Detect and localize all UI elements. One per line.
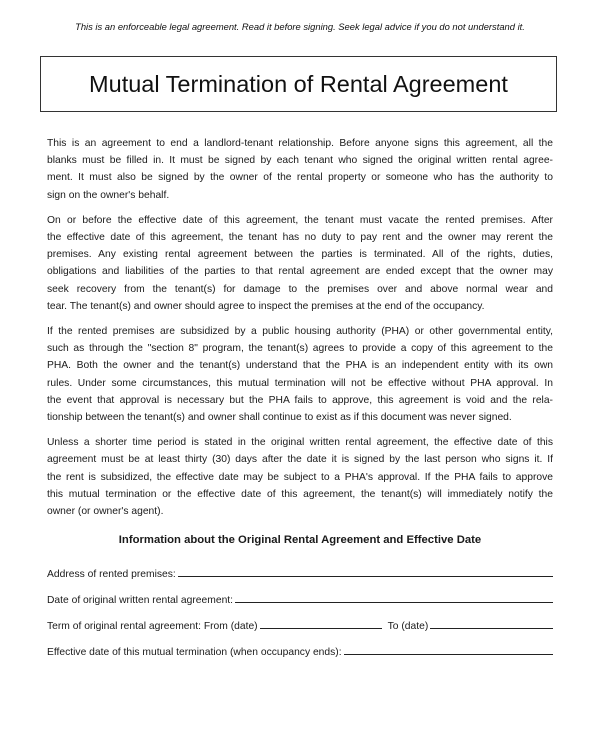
text-line: ment. It must also be signed by the owner of the rental property or someone who has the authority to [47, 172, 553, 184]
text-line: Unless a shorter time period is stated in the original written rental agreement, the effective date of this [47, 437, 553, 449]
text-line: PHA. Both the owner and the tenant(s) understand that the PHA is an independent entity with its own [47, 360, 553, 372]
text-line: premises. Any existing rental agreement between the parties is terminated. All of the rights, duties, [47, 249, 553, 261]
address-label: Address of rented premises: [47, 569, 176, 581]
paragraph-4 [47, 434, 553, 520]
text-line: sign on the owner's behalf. [47, 189, 170, 201]
text-line: rules. Under some circumstances, this mutual termination will not be effective without PHA approval. In [47, 377, 553, 389]
text-line: the event that approval is necessary but the PHA fails to approve, this agreement is void and the rela- [47, 394, 553, 406]
term-from-label: Term of original rental agreement: From (date) [47, 621, 258, 633]
term-to-blank-line[interactable] [430, 627, 553, 629]
text-line: This is an agreement to end a landlord-tenant relationship. Before anyone signs this agreement, all the [47, 138, 553, 149]
effective-date-label: Effective date of this mutual termination (when occupancy ends): [47, 647, 342, 659]
text-line: agreement must be at least thirty (30) days after the date it is signed by the last person who signs it. If [47, 454, 553, 466]
term-field [47, 606, 553, 632]
date-written-blank-line[interactable] [235, 601, 553, 603]
paragraph-2 [47, 212, 553, 315]
term-from-blank-line[interactable] [260, 627, 382, 629]
text-line: blanks must be filled in. It must be signed by each tenant who signed the original written rental agree- [47, 155, 553, 167]
term-to-label: To (date) [387, 621, 429, 633]
text-line: tionship between the tenant(s) and owner shall continue to exist as if this document was never signed. [47, 412, 512, 424]
section-heading: Information about the Original Rental Agreement and Effective Date [118, 534, 482, 547]
address-field [47, 554, 553, 580]
text-line: owner (or owner's agent). [47, 506, 164, 518]
effective-date-blank-line[interactable] [344, 653, 553, 655]
document-title: Mutual Termination of Rental Agreement [89, 70, 508, 97]
title-box [40, 56, 557, 112]
address-blank-line[interactable] [178, 575, 553, 577]
date-written-label: Date of original written rental agreement: [47, 595, 234, 607]
text-line: the rent is subsidized, the effective date may be subject to a PHA's approval. If the PHA fails to approve [47, 471, 553, 483]
text-line: On or before the effective date of this agreement, the tenant must vacate the rented premises. After [47, 214, 553, 226]
text-line: the effective date of this agreement, the tenant has no duty to pay rent and the owner may rerent the [47, 232, 553, 244]
paragraph-3 [47, 323, 553, 426]
text-line: seek recovery from the tenant(s) for damage to the premises over and above normal wear and [47, 283, 553, 295]
effective-date-field [47, 632, 553, 658]
text-line: this mutual termination or the effective date of this agreement, the tenant(s) will immediately notify the [47, 488, 553, 500]
text-line: tear. The tenant(s) and owner should agree to inspect the premises at the end of the occupancy. [47, 300, 485, 312]
document-body [47, 135, 553, 520]
legal-notice: This is an enforceable legal agreement. Read it before signing. Seek legal advice if you do not understand it. [75, 21, 525, 32]
paragraph-1 [47, 135, 553, 204]
text-line: such as through the "section 8" program, the tenant(s) agrees to provide a copy of this agreement to the [47, 343, 553, 355]
text-line: If the rented premises are subsidized by a public housing authority (PHA) or other governmental entity, [47, 326, 553, 338]
text-line: obligations and liabilities of the parties to that rental agreement are ended except that the owner may [47, 266, 553, 278]
date-written-field [47, 580, 553, 606]
form-fields [47, 554, 553, 658]
